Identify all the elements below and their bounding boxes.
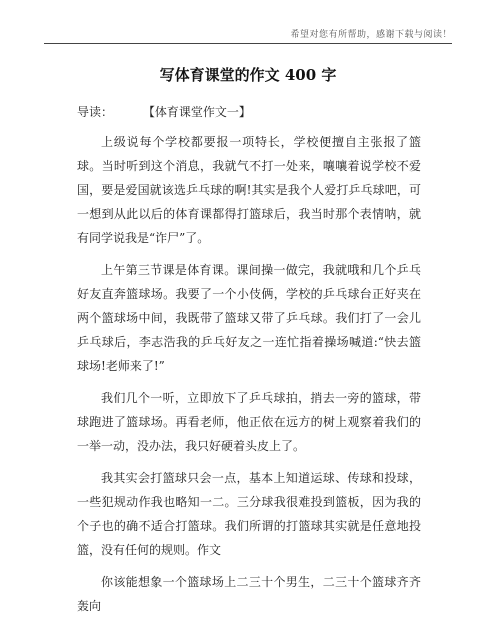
header-note: 希望对您有所帮助，感谢下载与阅读！ [290,30,452,40]
header-divider [44,43,452,44]
guide-label: 导读： [77,105,114,119]
page-title: 写体育课堂的作文 400 字 [159,66,337,84]
paragraph: 上级说每个学校都要报一项特长，学校便擅自主张报了篮球。当时听到这个消息，我就气不打一处来，嚷嚷着说学校不爱国，要是爱国就该选乒乓球的啊!其实是我个人爱打乒乓球吧，可一想到从此以后的体育课都得打篮球后，我当时那个表情呐，就有同学说我是“诈尸”了。 [77,135,421,245]
paragraph: 我们几个一听，立即放下了乒乓球拍，捎去一旁的篮球，带球跑进了篮球场。再看老师，他正依在远方的树上观察着我们的一举一动，没办法，我只好硬着头皮上了。 [77,391,421,453]
paragraph: 上午第三节课是体育课。课间操一做完，我就哦和几个乒乓好友直奔篮球场。我要了一个小伎俩，学校的乒乓球台正好夹在两个篮球场中间，我既带了篮球又带了乒乓球。我们打了一会儿乒乓球后，李志浩我的乒乓好友之一连忙指着操场喊道:“快去篮球场!老师来了!” [77,263,421,373]
paragraph: 你该能想象一个篮球场上二三十个男生，二三十个篮球齐齐轰向 [77,575,421,613]
paragraph: 我其实会打篮球只会一点，基本上知道运球、传球和投球，一些犯规动作我也略知一二。三分球我很难投到篮板，因为我的个子也的确不适合打篮球。我们所谓的打篮球其实就是任意地投篮，没有任何的规则。作文 [77,471,421,557]
article-body [77,130,421,626]
section-heading: 【体育课堂作文一】 [142,105,251,119]
intro-line [77,103,251,120]
